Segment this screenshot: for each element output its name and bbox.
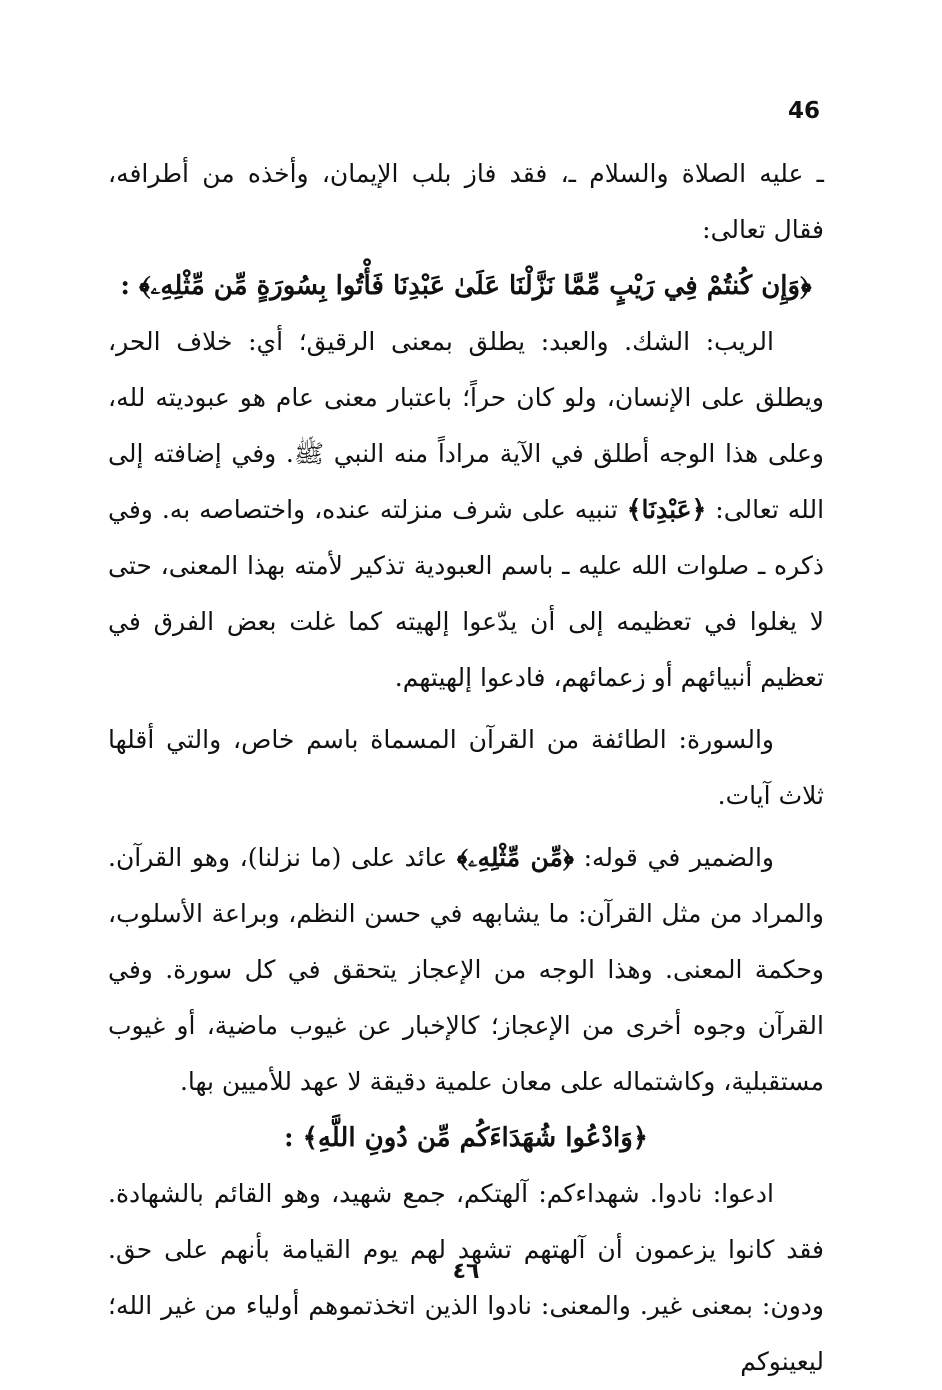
page-number-footer: ٤٦: [452, 1259, 480, 1284]
quran-verse-2: ﴿وَادْعُوا شُهَدَاءَكُم مِّن دُونِ اللَّهِ﴾ :: [283, 1123, 649, 1153]
paragraph-udu: ادعوا: نادوا. شهداءكم: آلهتكم، جمع شهيد، وهو القائم بالشهادة. فقد كانوا يزعمون أن آلهتهم تشهد لهم يوم القيامة بأنهم على حق. ودون: بمعنى غير. والمعنى: نادوا الذين اتخذتموهم أولياء من غير الله؛ ليعينوكم: [108, 1179, 824, 1376]
paragraph-pronoun: [108, 830, 824, 1110]
paragraph-rayb-text: الريب: الشك. والعبد: يطلق بمعنى الرقيق؛ أي: خلاف الحر، ويطلق على الإنسان، ولو كان حراً؛ باعتبار معنى عام هو عبوديته لله، وعلى هذا الوجه أطلق في الآية مراداً منه النبي ﷺ. وفي إضافته إلى الله تعالى:: [108, 327, 825, 524]
paragraph-rayb: [108, 314, 824, 706]
paragraph-intro: ـ عليه الصلاة والسلام ـ، فقد فاز بلب الإيمان، وأخذه من أطرافه، فقال تعالى:: [108, 159, 824, 244]
paragraph-rayb-continuation: تنبيه على شرف منزلته عنده، واختصاصه به. وفي ذكره ـ صلوات الله عليه ـ باسم العبودية تذكير لأمته بهذا المعنى، حتى لا يغلوا في تعظيمه إلى أن يدّعوا إلهيته كما غلت بعض الفرق في تعظيم أنبيائهم أو زعمائهم، فادعوا إلهيتهم.: [108, 495, 824, 692]
paragraph-pronoun-text: عائد على (ما نزلنا)، وهو القرآن. والمراد من مثل القرآن: ما يشابهه في حسن النظم، وبراعة الأسلوب، وحكمة المعنى. وهذا الوجه من الإعجاز يتحقق في كل سورة. وفي القرآن وجوه أخرى من الإعجاز؛ كالإخبار عن غيوب ماضية، أو غيوب مستقبلية، وكاشتماله على معان علمية دقيقة لا عهد للأميين بها.: [108, 843, 824, 1096]
quran-inline-min-mithlihi: ﴿مِّن مِّثْلِهِۦ﴾: [456, 843, 574, 872]
book-page: [108, 96, 825, 1376]
quran-verse-1: ﴿وَإِن كُنتُمْ فِي رَيْبٍ مِّمَّا نَزَّلْنَا عَلَىٰ عَبْدِنَا فَأْتُوا بِسُورَةٍ مِّن مِّثْلِهِۦ﴾ :: [120, 271, 812, 301]
paragraph-surah: والسورة: الطائفة من القرآن المسماة باسم خاص، والتي أقلها ثلاث آيات.: [108, 725, 824, 810]
quran-inline-abdina: ﴿عَبْدِنَا﴾: [626, 495, 707, 524]
page-body: [108, 146, 824, 1390]
paragraph-pronoun-lead: والضمير في قوله:: [583, 843, 775, 872]
page-number-header: 46: [787, 98, 820, 124]
